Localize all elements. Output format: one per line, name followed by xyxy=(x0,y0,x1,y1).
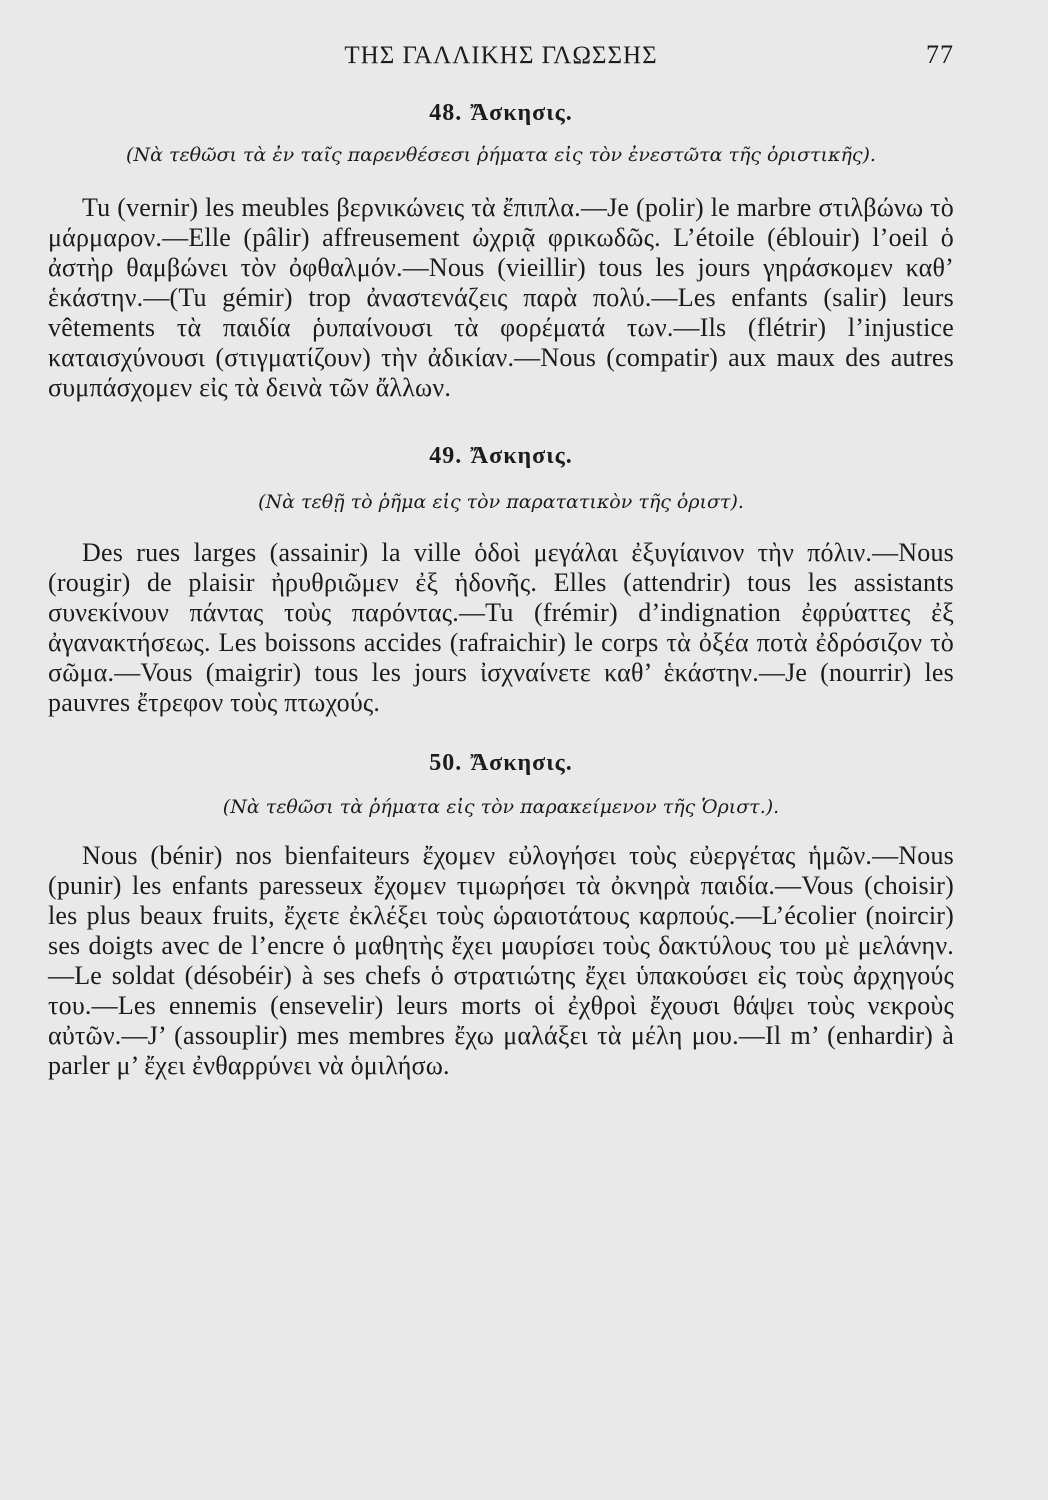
exercise-number: 48. xyxy=(429,100,463,126)
exercise-49 xyxy=(48,443,954,718)
exercise-instruction: (Νὰ τεθῶσι τὰ ῥήματα εἰς τὸν παρακείμενον τῆς Ὁριστ.). xyxy=(222,796,780,818)
running-title: ΤΗΣ ΓΑΛΛΙΚΗΣ ΓΛΩΣΣΗΣ xyxy=(344,42,658,69)
exercise-instruction: (Νὰ τεθῶσι τὰ ἐν ταῖς παρενθέσεσι ῥήματα εἰς τὸν ἐνεστῶτα τῆς ὁριστικῆς). xyxy=(126,144,876,166)
book-page xyxy=(48,34,954,1464)
exercise-text: Des rues larges (assainir) la ville ὁδοὶ μεγάλαι ἐξυγίαινον τὴν πόλιν.—Nous (rougir) de plaisir ἠρυθριῶμεν ἐξ ἡδονῆς. Elles (attendrir) tous les assistants συνεκίνουν πάντας τοὺς παρόντας.—Tu (frémir) d’indignation ἐφρύαττες ἐξ ἀγανακτήσεως. Les boissons accides (rafraichir) le corps τὰ ὀξέα ποτὰ ἐδρόσιζον τὸ σῶμα.—Vous (maigrir) tous les jours ἰσχναίνετε καθ’ ἑκάστην.—Je (nourrir) les pauvres ἔτρεφον τοὺς πτωχούς. xyxy=(48,538,954,717)
running-header xyxy=(48,34,954,78)
exercise-text: Nous (bénir) nos bienfaiteurs ἔχομεν εὐλογήσει τοὺς εὐεργέτας ἡμῶν.—Nous (punir) les enfants paresseux ἔχομεν τιμωρήσει τὰ ὀκνηρὰ παιδία.—Vous (choisir) les plus beaux fruits, ἔχετε ἐκλέξει τοὺς ὡραιοτάτους καρπούς.—L’écolier (noircir) ses doigts avec de l’encre ὁ μαθητὴς ἔχει μαυρίσει τοὺς δακτύλους του μὲ μελάνην.—Le soldat (désobéir) à ses chefs ὁ στρατιώτης ἔχει ὑπακούσει εἰς τοὺς ἀρχηγούς του.—Les ennemis (ensevelir) leurs morts οἱ ἐχθροὶ ἔχουσι θάψει τοὺς νεκροὺς αὐτῶν.—J’ (assouplir) mes membres ἔχω μαλάξει τὰ μέλη μου.—Il m’ (enhardir) à parler μ’ ἔχει ἐνθαρρύνει νὰ ὁμιλήσω. xyxy=(48,841,954,1080)
exercise-instruction: (Νὰ τεθῇ τὸ ῥῆμα εἰς τὸν παρατατικὸν τῆς ὁριστ). xyxy=(258,491,744,513)
exercise-title: Ἄσκησις. xyxy=(470,750,573,776)
exercise-title: Ἄσκησις. xyxy=(470,443,573,469)
exercise-number: 49. xyxy=(429,443,463,469)
exercise-title: Ἄσκησις. xyxy=(470,100,573,126)
exercise-48 xyxy=(48,100,954,403)
exercise-text: Tu (vernir) les meubles βερνικώνεις τὰ ἔπιπλα.—Je (polir) le marbre στιλβώνω τὸ μάρμαρον.—Elle (pâlir) affreusement ὠχριᾷ φρικωδῶς. L’étoile (éblouir) l’oeil ὁ ἀστὴρ θαμβώνει τὸν ὀφθαλμόν.—Nous (vieillir) tous les jours γηράσκομεν καθ’ ἑκάστην.—(Tu gémir) trop ἀναστενάζεις παρὰ πολύ.—Les enfants (salir) leurs vêtements τὰ παιδία ῥυπαίνουσι τὰ φορέματά των.—Ils (flétrir) l’injustice καταισχύνουσι (στιγματίζουν) τὴν ἀδικίαν.—Nous (compatir) aux maux des autres συμπάσχομεν εἰς τὰ δεινὰ τῶν ἄλλων. xyxy=(48,193,954,402)
exercise-number: 50. xyxy=(429,750,463,776)
exercise-heading xyxy=(48,750,954,777)
page-number: 77 xyxy=(926,40,954,69)
exercise-50 xyxy=(48,750,954,1081)
exercise-heading xyxy=(48,100,954,127)
exercise-heading xyxy=(48,443,954,470)
